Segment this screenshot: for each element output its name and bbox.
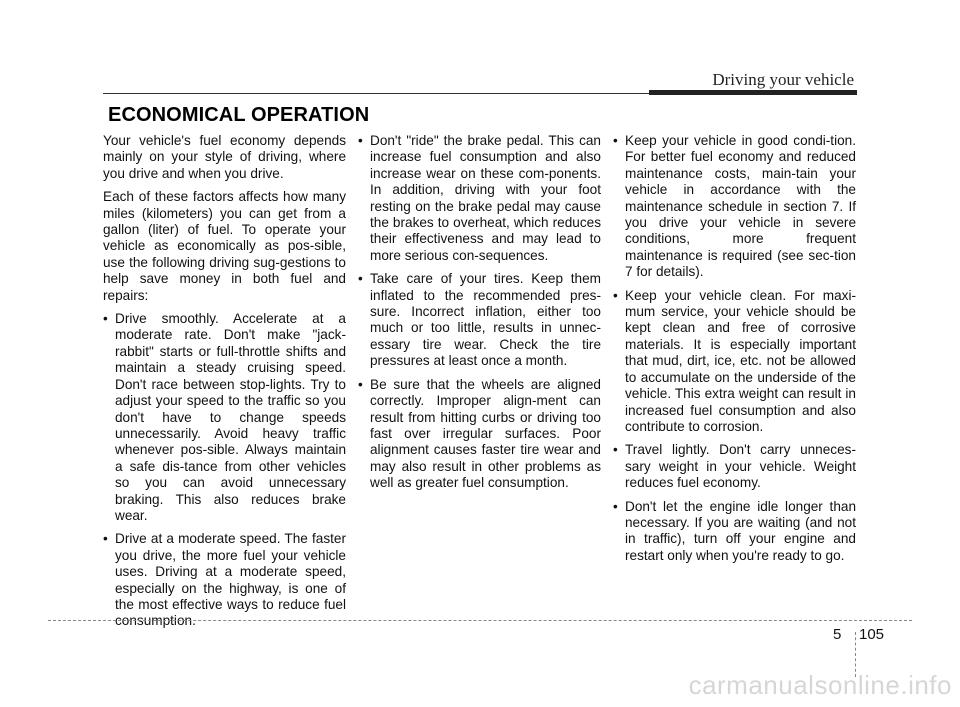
list-item: • Travel lightly. Don't carry unneces-sary weight in your vehicle. Weight reduces fuel economy.: [613, 442, 856, 491]
list-item: • Keep your vehicle clean. For maxi-mum service, your vehicle should be kept clean and free of corrosive materials. It is especially important that mud, dirt, ice, etc. not be allowed to accumulate on the underside of the vehicle. This extra weight can result in increased fuel consumption and also contribute to corrosion.: [613, 288, 856, 436]
bullet-list: [103, 311, 346, 630]
paragraph: Your vehicle's fuel economy depends mainly on your style of driving, where you drive and when you drive.: [103, 133, 346, 181]
text-column-2: [358, 133, 601, 499]
bullet-list: [613, 133, 856, 564]
header-title: Driving your vehicle: [712, 70, 854, 89]
list-item: • Drive at a moderate speed. The faster you drive, the more fuel your vehicle uses. Driving at a moderate speed, especially on the highway, is one of the most effective ways to reduce fuel consumption.: [103, 531, 346, 629]
footer-dashed-rule: [48, 620, 912, 621]
page-number: 105: [859, 626, 885, 643]
list-item: • Drive smoothly. Accelerate at a moderate rate. Don't make "jack-rabbit" starts or full-throttle shifts and maintain a steady cruising speed. Don't race between stop-lights. Try to adjust your speed to the traffic so you don't have to change speeds unnecessarily. Avoid heavy traffic whenever pos-sible. Always maintain a safe dis-tance from other vehicles so you can avoid unnecessary braking. This also reduces brake wear.: [103, 311, 346, 524]
bullet-list: [358, 133, 601, 492]
list-item: • Be sure that the wheels are aligned correctly. Improper align-ment can result from hitting curbs or driving too fast over irregular surfaces. Poor alignment causes faster tire wear and may also result in other problems as well as greater fuel consumption.: [358, 377, 601, 492]
text-column-1: [103, 133, 346, 637]
header-accent-bar: [649, 90, 857, 95]
list-item: • Don't "ride" the brake pedal. This can increase fuel consumption and also increase wear on these com-ponents. In addition, driving with your foot resting on the brake pedal may cause the brakes to overheat, which reduces their effectiveness and may lead to more serious con-sequences.: [358, 133, 601, 264]
paragraph: Each of these factors affects how many miles (kilometers) you can get from a gallon (liter) of fuel. To operate your vehicle as economically as pos-sible, use the following driving sug-gestions to help save money in both fuel and repairs:: [103, 189, 346, 303]
list-item: • Take care of your tires. Keep them inflated to the recommended pres-sure. Incorrect inflation, either too much or too little, results in unnec-essary tire wear. Check the tire pressures at least once a month.: [358, 271, 601, 369]
section-title: ECONOMICAL OPERATION: [108, 104, 370, 126]
list-item: • Keep your vehicle in good condi-tion. For better fuel economy and reduced maintenance costs, main-tain your vehicle in accordance with the maintenance schedule in section 7. If you drive your vehicle in severe conditions, more frequent maintenance is required (see sec-tion 7 for details).: [613, 133, 856, 281]
list-item: • Don't let the engine idle longer than necessary. If you are waiting (and not in traffic), turn off your engine and restart only when you're ready to go.: [613, 499, 856, 565]
chapter-number: 5: [833, 626, 842, 643]
watermark-text: carmanualsonline.info: [688, 670, 952, 700]
text-column-3: [613, 133, 856, 571]
